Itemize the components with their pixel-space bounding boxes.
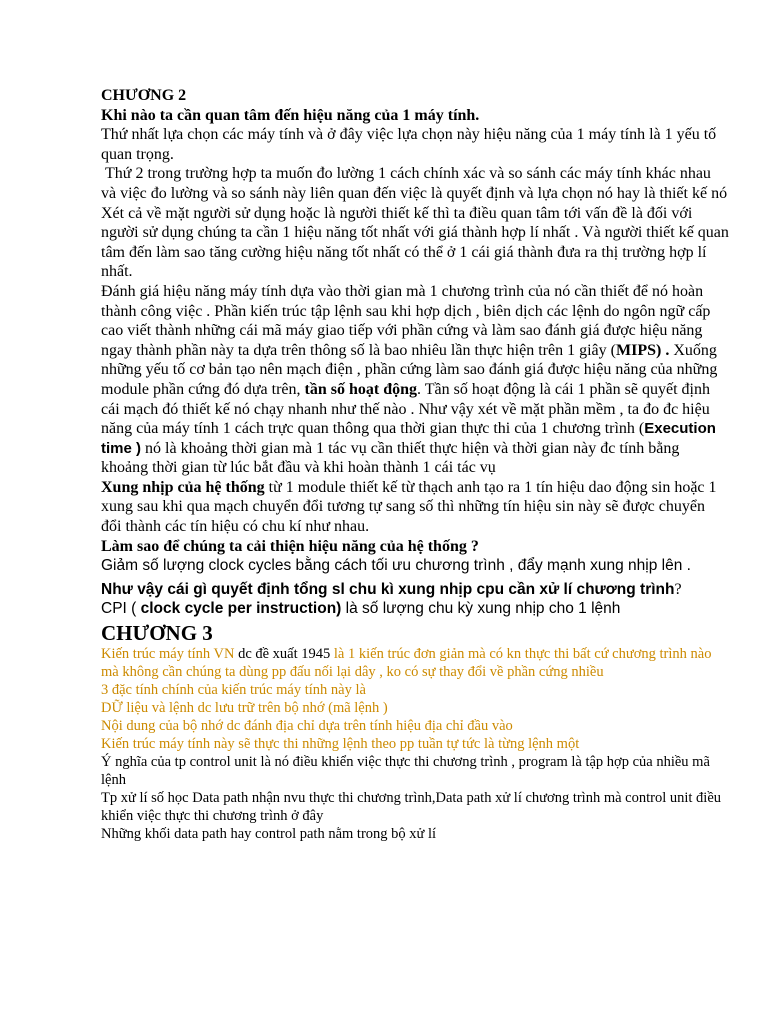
text-span: . Tần số hoạt động là cái 1 phần sẽ quyết định cái mạch đó thiết kế nó chạy nhanh như thế nào . Như vậy xét về mặt phần mềm , ta đo đc hiệu năng của máy tính 1 cách trực quan thông qua thời gian thực thi của 1 chương trình ( xyxy=(101,380,710,438)
paragraph-second: Thứ 2 trong trường hợp ta muốn đo lường 1 cách chính xác và so sánh các máy tính khác nhau và việc đo lường và so sánh này liên quan đến việc là quyết định và lựa chọn nó hay là thiết kế nó xyxy=(101,165,728,202)
text-span: Đánh giá hiệu năng máy tính dựa vào thời gian mà 1 chương trình của nó cần thiết để nó hoàn thành công việc . Phần kiến trúc tập lệnh sau khi hợp dịch , biên dịch các lệnh do ngôn ngữ cấp cao viết thành những cái mã máy giao tiếp với phần cứng và làm sao đánh giá được hiệu năng ngay thành phần này ta dựa trên thông số là bao nhiêu lần thực hiện trên 1 giây ( xyxy=(101,282,711,359)
cpi-term: clock cycle per instruction) xyxy=(140,600,342,618)
question-what-determines xyxy=(101,580,729,600)
paragraph-cpi xyxy=(101,599,729,619)
line-processor-blocks: Những khối data path hay control path nằm trong bộ xử lí xyxy=(101,826,437,843)
paragraph-system-clock xyxy=(101,478,729,537)
mips-term: MIPS) . xyxy=(615,341,670,359)
text-span: Xuống những yếu tố cơ bản tạo nên mạch điện , phần cứng làm sao đánh giá được hiệu năng của những module phần cứng đó dựa trên, xyxy=(101,341,718,398)
highlight-span: là 1 kiến trúc đơn giản mà có kn thực thi bất cứ chương trình nào mà không cần chúng ta dùng pp đấu nối lại dây , ko có sự thay đổi về phần cứng nhiều xyxy=(101,646,712,681)
highlight-span: Kiến trúc máy tính VN xyxy=(101,646,235,663)
line-data-instructions: DỮ liệu và lệnh dc lưu trữ trên bộ nhớ (mã lệnh ) xyxy=(101,700,388,717)
line-three-features: 3 đặc tính chính của kiến trúc máy tính này là xyxy=(101,682,366,699)
paragraph-reduce-clock-cycles: Giảm số lượng clock cycles bằng cách tối ưu chương trình , đẩy mạnh xung nhịp lên . xyxy=(101,557,691,575)
chapter-3-title: CHƯƠNG 3 xyxy=(101,621,213,646)
text-span: dc đề xuất 1945 xyxy=(234,646,334,663)
question-improve-performance: Làm sao để chúng ta cải thiện hiệu năng của hệ thống ? xyxy=(101,537,479,555)
question-mark: ? xyxy=(674,580,682,598)
paragraph-user-designer: Xét cả về mặt người sử dụng hoặc là người thiết kế thì ta điều quan tâm tới vấn đề là đối với người sử dụng chúng ta cần 1 hiệu năng tốt nhất với giá thành hợp lí nhất . Và người thiết kế quan tâm đến làm sao tăng cường hiệu năng tốt nhất có thể ở 1 cái giá thành đưa ra thị trường hợp lí nhất. xyxy=(101,204,729,281)
paragraph-von-neumann xyxy=(101,645,729,681)
question-text: Như vậy cái gì quyết định tổng sl chu kì xung nhịp cpu cần xử lí chương trình xyxy=(101,580,675,598)
text-span: nó là khoảng thời gian mà 1 tác vụ cần thiết thực hiện và thời gian này đc tính bằng khoảng thời gian từ lúc bắt đầu và khi hoàn thành 1 cái tác vụ xyxy=(101,439,680,477)
chapter-2-title: CHƯƠNG 2 xyxy=(101,87,187,104)
line-data-path: Tp xử lí số học Data path nhận nvu thực thi chương trình,Data path xử lí chương trình mà control unit điều khiển việc thực thi chương trình ở đây xyxy=(101,790,722,825)
text-span: từ 1 module thiết kế từ thạch anh tạo ra 1 tín hiệu dao động sin hoặc 1 xung sau khi qua mạch chuyển đổi tương tự sang số thì những tín hiệu sin này sẽ được chuyển đổi thành các tín hiệu có chu kí như nhau. xyxy=(101,478,717,536)
text-span: CPI ( xyxy=(101,600,141,618)
paragraph-performance-evaluation xyxy=(101,282,729,478)
frequency-term: tần số hoạt động xyxy=(304,380,417,398)
system-clock-term: Xung nhịp của hệ thống xyxy=(101,478,265,496)
text-span: là số lượng chu kỳ xung nhịp cho 1 lệnh xyxy=(341,600,621,618)
paragraph-first: Thứ nhất lựa chọn các máy tính và ở đây việc lựa chọn này hiệu năng của 1 máy tính là 1 yếu tố quan trọng. xyxy=(101,126,717,163)
line-memory-addressing: Nội dung của bộ nhớ dc đánh địa chỉ dựa trên tính hiệu địa chỉ đầu vào xyxy=(101,718,513,735)
line-control-unit: Ý nghĩa của tp control unit là nó điều khiển việc thực thi chương trình , program là tập hợp của nhiều mã lệnh xyxy=(101,754,710,789)
question-when-performance: Khi nào ta cần quan tâm đến hiệu năng của 1 máy tính. xyxy=(101,106,480,124)
document-page xyxy=(101,86,729,843)
execution-time-term: Execution time ) xyxy=(101,420,716,457)
line-sequential-execution: Kiến trúc máy tính này sẽ thực thi những lệnh theo pp tuần tự tức là từng lệnh một xyxy=(101,736,580,753)
